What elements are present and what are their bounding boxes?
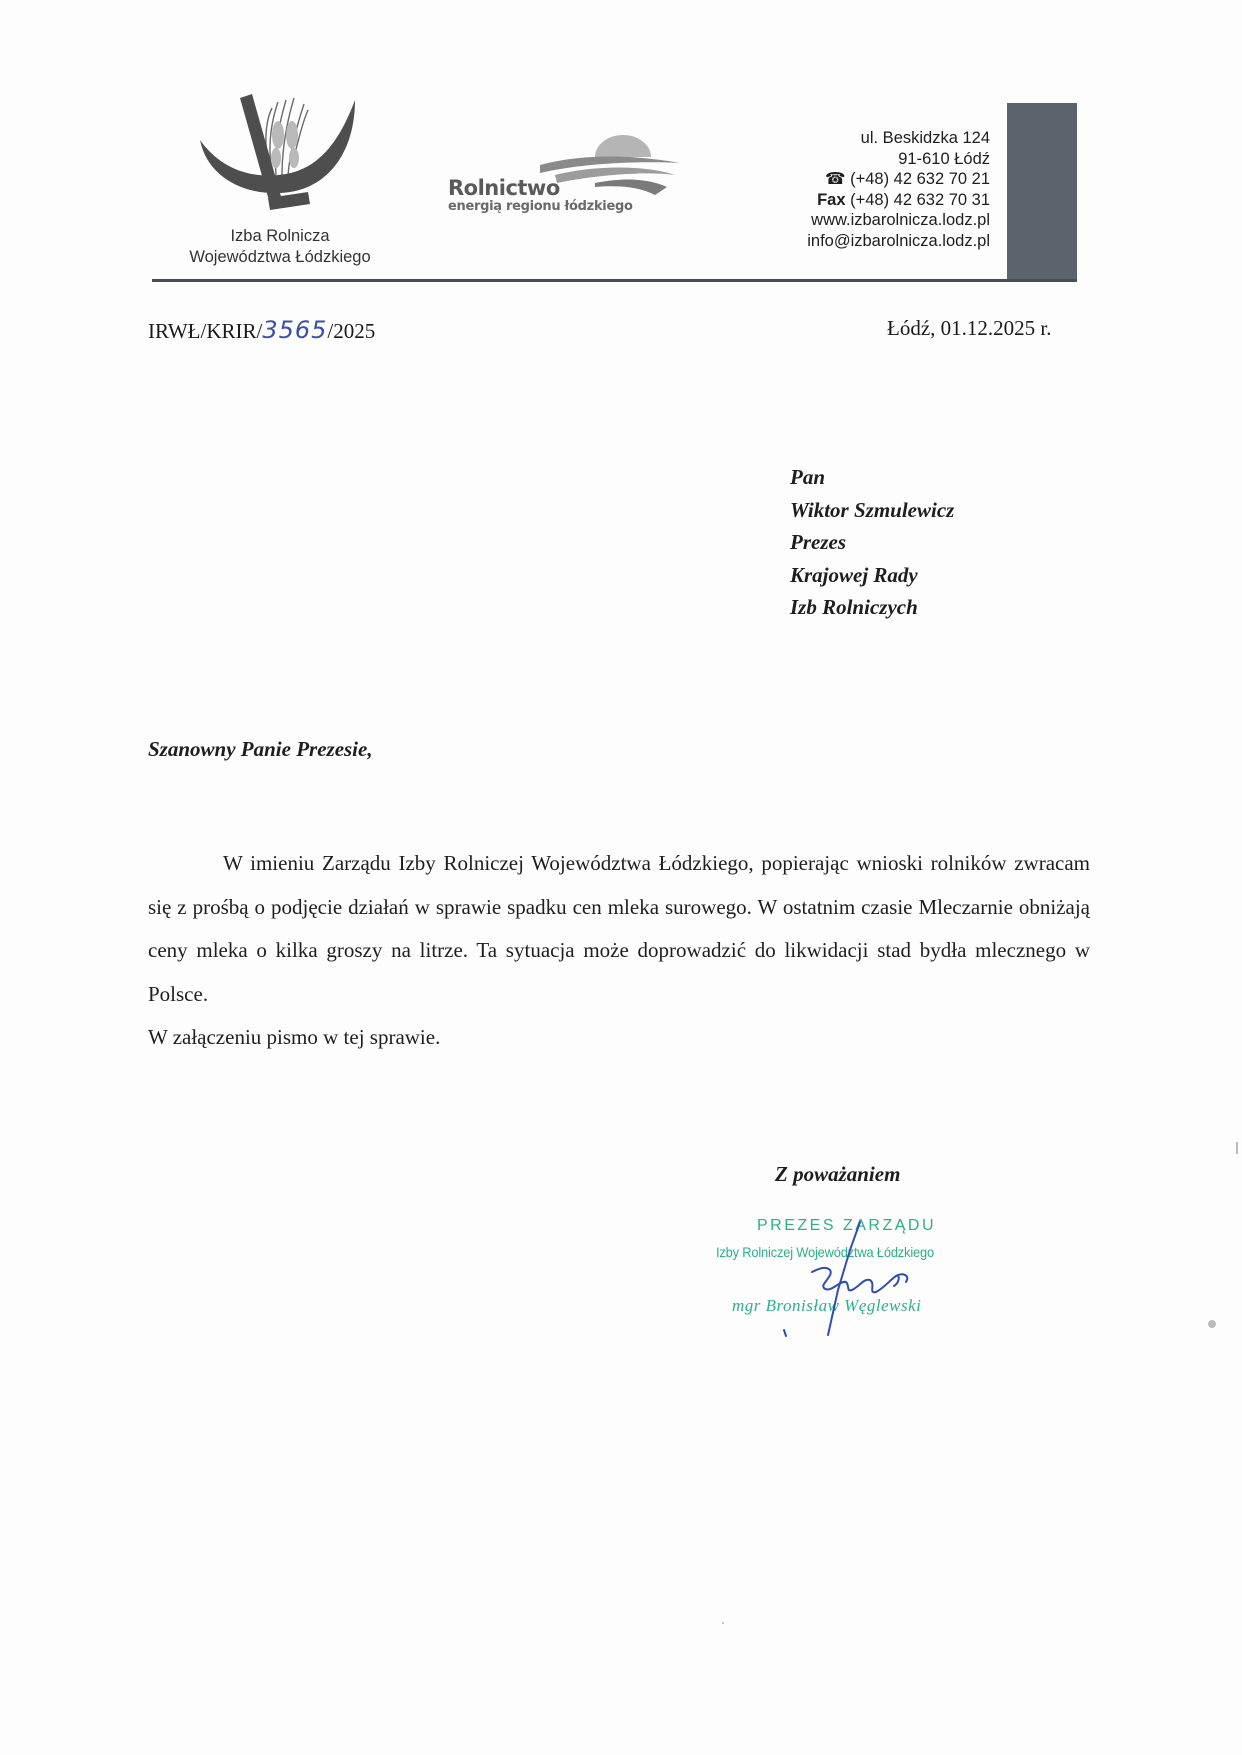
contact-info <box>807 128 990 251</box>
scan-speck <box>1236 1142 1238 1154</box>
reference-handwritten-number: 3565 <box>262 316 328 344</box>
reference-number <box>148 316 375 344</box>
fax-number: (+48) 42 632 70 31 <box>850 190 990 209</box>
recipient-line: Prezes <box>790 530 846 554</box>
reference-prefix: IRWŁ/KRIR/ <box>148 319 263 343</box>
organization-name <box>160 226 400 268</box>
phone-number: (+48) 42 632 70 21 <box>850 170 990 188</box>
organization-name-line1: Izba Rolnicza <box>230 227 330 245</box>
website-link[interactable]: www.izbarolnicza.lodz.pl <box>811 211 990 229</box>
recipient-block <box>790 461 954 624</box>
campaign-title: Rolnictwo <box>448 176 560 200</box>
scan-speck <box>722 1622 724 1624</box>
address-city: 91-610 Łódź <box>898 149 990 168</box>
address-street: ul. Beskidzka 124 <box>860 129 990 147</box>
stamp-organization: Izby Rolniczej Województwa Łódzkiego <box>716 1244 934 1260</box>
letter-date: Łódź, 01.12.2025 r. <box>887 316 1052 340</box>
telephone-icon: ☎ <box>824 170 846 188</box>
stamp-name: mgr Bronisław Węglewski <box>732 1296 922 1315</box>
body-paragraph: W załączeniu pismo w tej sprawie. <box>148 1025 441 1049</box>
recipient-line: Krajowej Rady <box>790 562 918 587</box>
header-accent-block <box>1007 103 1077 279</box>
reference-suffix: /2025 <box>327 319 376 343</box>
campaign-subtitle: energią regionu łódzkiego <box>448 199 633 214</box>
email-link[interactable]: info@izbarolnicza.lodz.pl <box>807 231 990 250</box>
body-paragraph: W imieniu Zarządu Izby Rolniczej Województwa Łódzkiego, popierając wnioski rolników zwracam się z prośbą o podjęcie działań w sprawie spadku cen mleka surowego. W ostatnim czasie Mleczarnie obniżają ceny mleka o kilka groszy na litrze. Ta sytuacja może doprowadzić do likwidacji stad bydła mlecznego w Polsce. <box>148 851 1090 1006</box>
handwritten-signature-icon <box>700 1210 1020 1340</box>
closing: Z poważaniem <box>775 1162 901 1186</box>
stamp-title: PREZES ZARZĄDU <box>757 1217 937 1234</box>
recipient-line: Izb Rolniczych <box>790 595 918 619</box>
izba-rolnicza-logo-icon <box>190 80 370 230</box>
fax-line <box>807 190 990 211</box>
signature-stamp <box>700 1210 1020 1340</box>
salutation: Szanowny Panie Prezesie, <box>148 737 373 761</box>
recipient-line: Pan <box>790 465 826 489</box>
header-divider <box>152 279 1077 282</box>
recipient-line: Wiktor Szmulewicz <box>790 497 955 522</box>
scan-speck <box>1208 1320 1216 1328</box>
organization-name-line2: Województwa Łódzkiego <box>189 248 371 266</box>
letter-body <box>148 842 1090 1060</box>
fax-label: Fax <box>817 190 846 209</box>
phone-line <box>807 169 990 190</box>
